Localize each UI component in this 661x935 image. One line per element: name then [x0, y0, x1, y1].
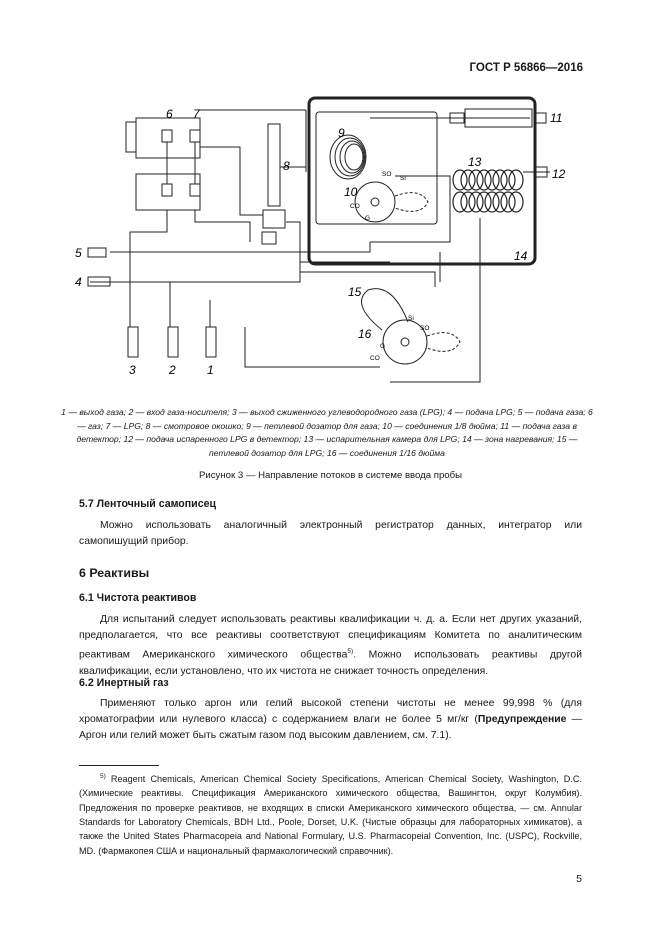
legend-item: 1 — выход газа;: [61, 407, 129, 417]
port-si-lower: Si: [408, 315, 414, 322]
section-5-7-text: Можно использовать аналогичный электронный регистратор данных, интегратор или самопишущий прибор.: [79, 520, 582, 548]
section-6-1-text: Для испытаний следует использовать реактивы квалификации ч. д. а. Если нет других указаний, предполагается, что все реактивы соответствуют спецификациям Комитета по аналитическим реактивам Американского химического общества$^{5)}$. Можно использовать реактивы другой квалификации, если установлено, что их чистота не снижает точность определения.: [79, 614, 582, 678]
port-so-upper: SO: [382, 171, 392, 178]
legend-item: 4 — подача LPG;: [447, 407, 518, 417]
label-2: 2: [169, 363, 176, 377]
label-5: 5: [75, 246, 82, 260]
port-so-lower: SO: [420, 325, 430, 332]
label-11: 11: [550, 111, 563, 125]
legend-item: 9 — петлевой дозатор для газа;: [246, 420, 383, 431]
label-15: 15: [348, 285, 362, 299]
label-9: 9: [338, 126, 345, 140]
port-si-upper: Si: [400, 175, 406, 182]
label-1: 1: [207, 363, 214, 377]
label-12: 12: [552, 167, 566, 181]
figure-legend: [56, 406, 598, 460]
footnote: $^{5)}$ Reagent Chemicals, American Chemical Society Specifications, American Chemical Society, Washington, D.C. (Химические реактивы. Спецификация Американского химического общества, Вашингтон, округ Колумбия). Предложения по проверке реактивов, не входящих в списки Американского химического общества, — см. Annular Standards for Laboratory Chemicals, BDH Ltd., Poole, Dorset, U.K. (Чистые образцы для лабораторных химикатов), а также the United States Pharmacopeia and National Formulary, U.S. Pharmacopeial Convention, Inc. (USPC), Rockville, MD. (Фармакопея США и национальный фармакологический справочник).: [79, 773, 582, 856]
flow-diagram: [50, 92, 610, 392]
legend-item: 3 — выход сжиженного углеводородного газа (LPG);: [231, 407, 448, 417]
page-number: 5: [576, 873, 582, 885]
label-13: 13: [468, 155, 482, 169]
legend-item: 7 — LPG;: [105, 420, 146, 431]
legend-item: 11 — подача газа в детектор;: [76, 420, 577, 444]
legend-item: 14 — зона нагревания;: [462, 434, 557, 444]
label-4: 4: [75, 275, 82, 289]
valve-housing: [316, 112, 437, 224]
legend-item: 5 — подача газа;: [517, 407, 589, 417]
legend-item: 16 — соединения 1/16 дюйма: [326, 447, 445, 458]
gas-sample-loop: [330, 135, 366, 179]
footnote-ref[interactable]: 5): [347, 648, 354, 656]
label-8: 8: [283, 159, 290, 173]
label-6: 6: [166, 107, 173, 121]
figure-caption: Рисунок 3 — Направление потоков в системе ввода пробы: [198, 470, 463, 481]
section-6-2-text: Применяют только аргон или гелий высокой степени чистоты не менее 99,998 % (для хроматографии или нулевого класса) с содержанием влаги не более 5 мг/кг (Предупреждение — Аргон или гелий может быть сжатым газом под высоким давлением, см. 7.1).: [79, 698, 582, 742]
label-10: 10: [344, 185, 358, 199]
section-6-1-title: 6.1 Чистота реактивов: [79, 592, 197, 604]
port-g-upper: G: [365, 215, 371, 222]
legend-item: 10 — соединения 1/8 дюйма;: [382, 420, 501, 431]
port-co-lower: CO: [370, 355, 380, 362]
port-co-upper: CO: [350, 203, 360, 210]
label-14: 14: [514, 249, 528, 263]
label-7: 7: [193, 107, 200, 121]
legend-item: 6 — газ;: [77, 407, 593, 431]
document-header: ГОСТ Р 56866—2016: [469, 62, 583, 74]
legend-item: 8 — смотровое окошко;: [145, 420, 247, 431]
legend-item: 2 — вход газа-носителя;: [128, 407, 232, 417]
port-g-lower: G: [380, 343, 386, 350]
section-6-2-title: 6.2 Инертный газ: [79, 677, 169, 689]
lpg-sample-loop: [362, 289, 408, 330]
section-6-title: 6 Реактивы: [79, 566, 150, 580]
label-16: 16: [358, 327, 372, 341]
sight-glass: [268, 124, 280, 206]
legend-item: 12 — подача испаренного LPG в детектор;: [123, 434, 304, 444]
vaporization-coil: [453, 170, 523, 212]
label-3: 3: [129, 363, 136, 377]
legend-item: 13 — испарительная камера для LPG;: [303, 434, 463, 444]
footnote-divider: [79, 765, 159, 766]
section-5-7-title: 5.7 Ленточный самописец: [79, 498, 216, 510]
valve-10: [355, 182, 395, 222]
legend-item: 15 — петлевой дозатор для LPG;: [209, 434, 578, 458]
